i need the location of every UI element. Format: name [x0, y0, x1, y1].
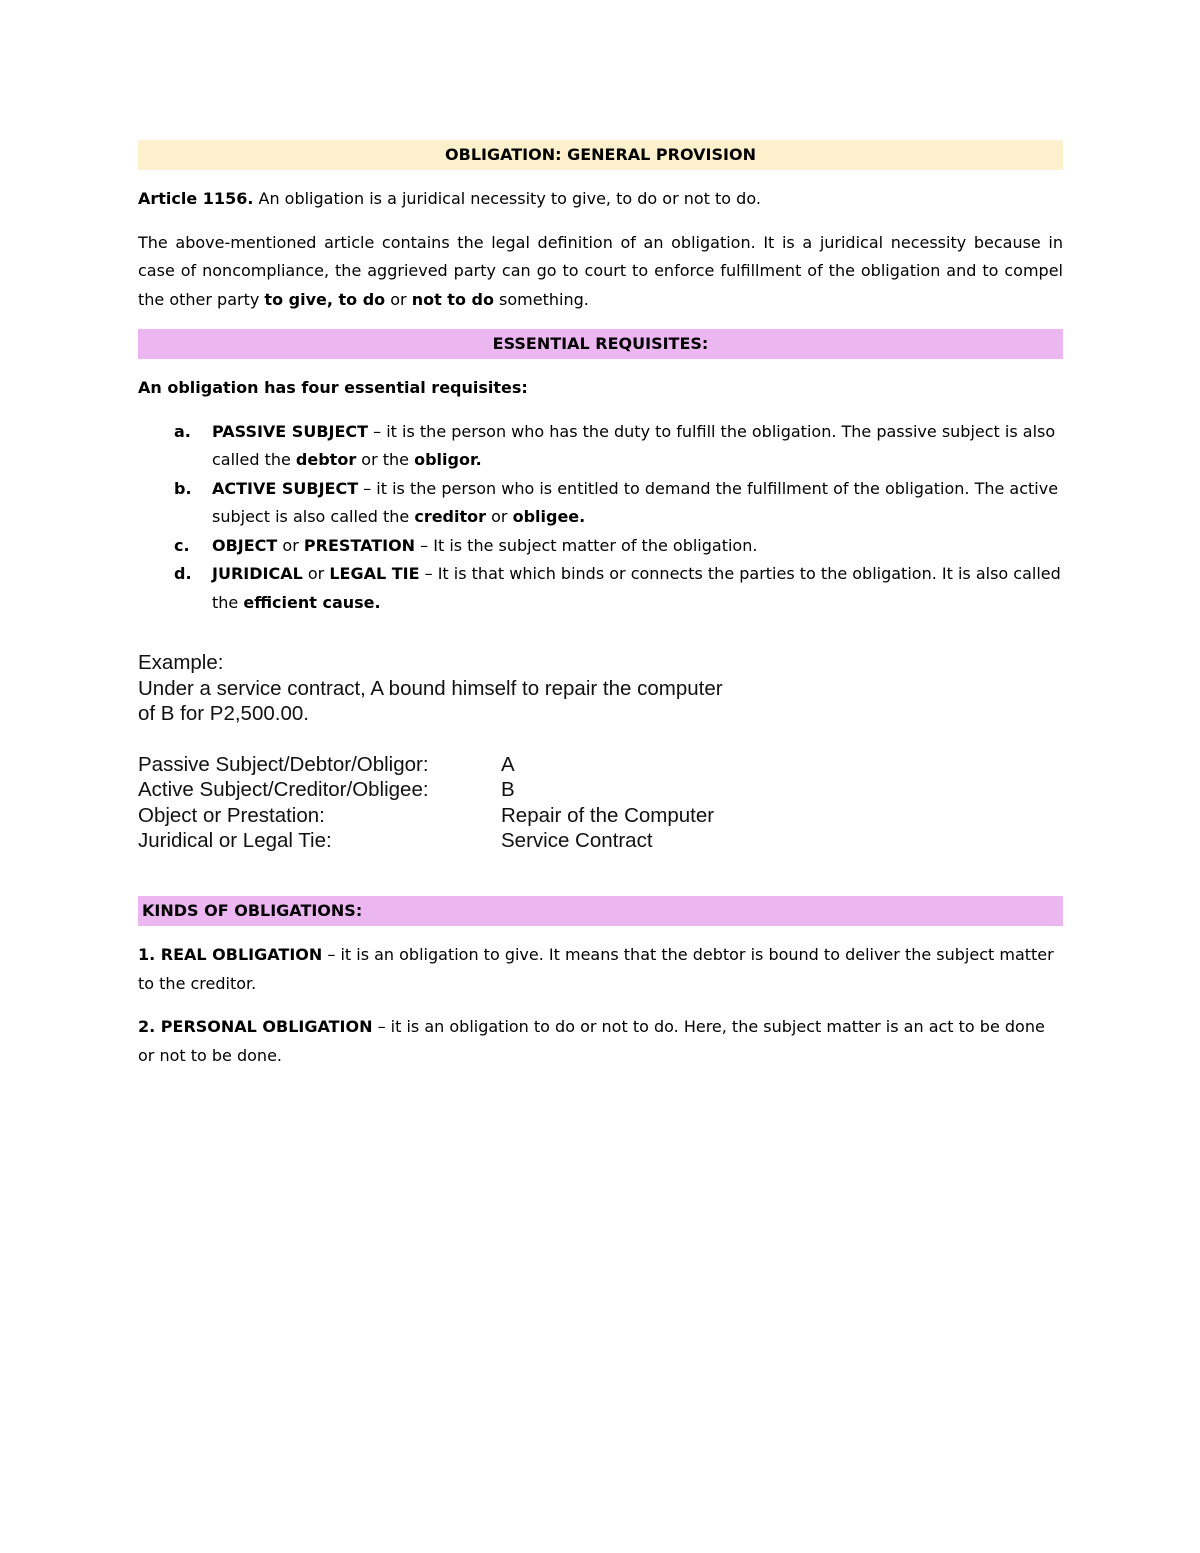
kind-text: – it is an obligation to give. It means that the debtor is bound to deliver the subject matter to the creditor.: [138, 945, 1054, 993]
example-row: [138, 803, 838, 829]
requisite-end: .: [374, 592, 381, 612]
example-box: [138, 650, 838, 854]
list-marker: a.: [174, 421, 191, 441]
list-item: [138, 418, 1063, 475]
example-key: Active Subject/Creditor/Obligee:: [138, 778, 429, 801]
requisite-term: PRESTATION: [303, 535, 416, 555]
requisite-bold: creditor: [414, 507, 487, 526]
article-paragraph: [138, 185, 1063, 214]
list-marker: c.: [174, 535, 190, 555]
example-value: Repair of the Computer: [501, 803, 715, 827]
list-marker: b.: [174, 478, 192, 498]
requisite-bold: debtor: [295, 450, 357, 469]
explanation-text-2: or: [385, 289, 412, 309]
requisite-text: or: [302, 564, 330, 583]
list-marker: d.: [174, 564, 192, 583]
requisite-bold: obligee: [512, 507, 580, 526]
requisite-text: – It is the subject matter of the obligation.: [415, 535, 758, 555]
requisite-term: OBJECT: [212, 535, 278, 555]
section-title-general-provision: OBLIGATION: GENERAL PROVISION: [138, 140, 1063, 170]
example-key: Passive Subject/Debtor/Obligor:: [138, 752, 429, 776]
example-line: of B for P2,500.00.: [138, 702, 309, 725]
requisite-text: or: [486, 507, 513, 526]
example-row: [138, 828, 838, 854]
list-item: [138, 475, 1063, 532]
requisite-text: or: [277, 535, 304, 555]
section-title-essential-requisites: ESSENTIAL REQUISITES:: [138, 329, 1063, 359]
list-item: [138, 532, 1063, 561]
requisite-term: LEGAL TIE: [329, 564, 420, 583]
article-label: Article 1156.: [138, 189, 254, 208]
requisite-term: ACTIVE SUBJECT: [212, 478, 359, 498]
requisite-text: – It is that which binds or connects the parties to the obligation. It is also called the: [212, 564, 1061, 612]
list-item: [138, 560, 1063, 617]
explanation-bold-2: not to do: [411, 289, 494, 309]
article-text: An obligation is a juridical necessity to give, to do or not to do.: [253, 189, 761, 208]
example-key: Object or Prestation:: [138, 803, 325, 827]
explanation-bold-1: to give, to do: [264, 289, 386, 309]
example-value: A: [501, 752, 515, 776]
example-key: Juridical or Legal Tie:: [138, 829, 332, 852]
kinds-section: [138, 896, 1063, 1070]
explanation-text-1: The above-mentioned article contains the legal definition of an obligation. It is a juridical necessity because in case of noncompliance, the aggrieved party can go to court to enforce fulfillment of the obligation and to compel the other party: [138, 232, 1063, 309]
requisite-term: PASSIVE SUBJECT: [212, 421, 369, 441]
example-heading: Example:: [138, 651, 224, 674]
example-spacer: [138, 727, 838, 752]
requisite-end: .: [475, 450, 482, 469]
kind-text: – it is an obligation to do or not to do. Here, the subject matter is an act to be done or not to be done.: [138, 1017, 1045, 1065]
example-row: [138, 777, 838, 803]
explanation-paragraph: [138, 229, 1063, 315]
requisite-bold: efficient cause: [243, 592, 375, 612]
example-line: Under a service contract, A bound himself to repair the computer: [138, 676, 723, 700]
kind-label: 1. REAL OBLIGATION: [138, 945, 323, 964]
essential-intro: An obligation has four essential requisites:: [138, 378, 528, 397]
kind-label: 2. PERSONAL OBLIGATION: [138, 1017, 373, 1036]
requisite-text: or the: [356, 450, 415, 469]
requisite-text: – it is the person who has the duty to fulfill the obligation. The passive subject is also called the: [212, 421, 1056, 469]
document-page: [138, 140, 1063, 617]
requisite-term: JURIDICAL: [212, 564, 303, 583]
requisite-bold: obligor: [414, 450, 476, 469]
example-value: Service Contract: [501, 829, 653, 852]
requisites-list: [138, 418, 1063, 618]
kind-paragraph: [138, 941, 1063, 998]
example-value: B: [501, 778, 515, 801]
explanation-text-3: something.: [493, 289, 589, 309]
section-title-kinds: KINDS OF OBLIGATIONS:: [138, 896, 1063, 926]
example-row: [138, 752, 838, 778]
requisite-text: – it is the person who is entitled to demand the fulfillment of the obligation. The active subject is also called the: [212, 478, 1059, 526]
kind-paragraph: [138, 1013, 1063, 1070]
requisite-end: .: [579, 507, 586, 526]
